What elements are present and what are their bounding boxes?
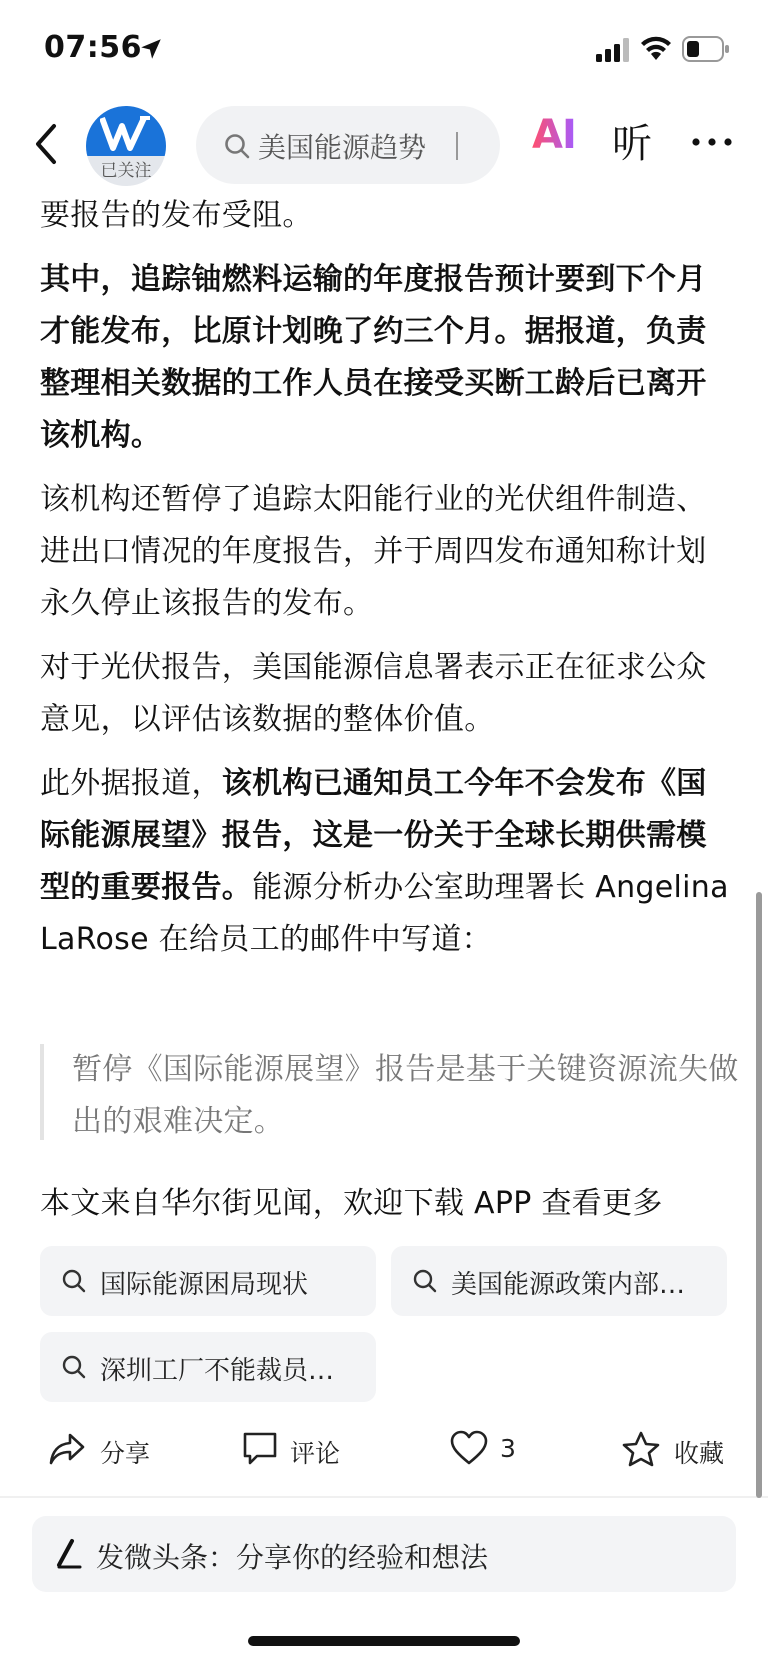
paragraph-bold-text: 该机构已通知员工今年不会发布《国际能源展望》报告，这是一份关于全球长期供需模型的重要报告。: [40, 766, 707, 905]
battery-icon: [682, 36, 730, 62]
status-bar: [0, 0, 768, 98]
article-action-bar: [0, 1410, 768, 1490]
more-options-icon[interactable]: [690, 136, 734, 148]
account-avatar[interactable]: [86, 106, 166, 186]
follow-status-badge[interactable]: 已关注: [86, 156, 166, 186]
search-cursor: [456, 132, 458, 160]
share-button[interactable]: [44, 1410, 164, 1490]
search-bar[interactable]: [196, 106, 500, 184]
back-arrow-icon[interactable]: [30, 120, 64, 168]
article-paragraph: [40, 758, 730, 966]
heart-icon: [450, 1430, 488, 1466]
w-logo-icon: [100, 112, 152, 152]
search-icon: [62, 1355, 86, 1379]
search-icon: [62, 1269, 86, 1293]
star-icon: [622, 1430, 660, 1468]
search-icon: [413, 1269, 437, 1293]
related-search-label: 国际能源困局现状: [100, 1270, 309, 1300]
like-count: 3: [500, 1434, 516, 1463]
location-arrow-icon: [138, 36, 164, 62]
like-button[interactable]: [448, 1410, 548, 1490]
paragraph-lead: 此外据报道，: [40, 766, 222, 801]
article-source-note: 本文来自华尔街见闻，欢迎下载 APP 查看更多: [40, 1186, 663, 1221]
wifi-icon: [640, 34, 672, 62]
article-paragraph: 对于光伏报告，美国能源信息署表示正在征求公众意见，以评估该数据的整体价值。: [40, 650, 707, 737]
comment-icon: [242, 1430, 278, 1466]
favorite-button[interactable]: [622, 1410, 742, 1490]
listen-button[interactable]: 听: [612, 121, 652, 167]
related-search-chip[interactable]: [40, 1332, 376, 1402]
paragraph-rest: 能源分析办公室助理署长 Angelina LaRose 在给员工的邮件中写道：: [40, 870, 729, 957]
top-nav-bar: [0, 98, 768, 190]
related-search-label: 深圳工厂不能裁员…: [100, 1356, 335, 1386]
cellular-signal-icon: [596, 38, 630, 62]
scrollbar[interactable]: [756, 892, 762, 1498]
ai-button[interactable]: AI: [532, 112, 576, 158]
article-paragraph-bold: 其中，追踪铀燃料运输的年度报告预计要到下个月才能发布，比原计划晚了约三个月。据报道，负责整理相关数据的工作人员在接受买断工龄后已离开该机构。: [40, 262, 707, 453]
favorite-label: 收藏: [674, 1439, 725, 1468]
comment-label: 评论: [290, 1439, 341, 1468]
post-composer-input[interactable]: [32, 1516, 736, 1592]
home-indicator[interactable]: [248, 1636, 520, 1646]
search-icon: [224, 133, 250, 159]
composer-placeholder: 发微头条：分享你的经验和想法: [96, 1541, 489, 1574]
status-time: 07:56: [44, 30, 142, 65]
article-paragraph: 该机构还暂停了追踪太阳能行业的光伏组件制造、进出口情况的年度报告，并于周四发布通知称计划永久停止该报告的发布。: [40, 482, 707, 621]
blockquote: [40, 1044, 739, 1140]
related-search-chip[interactable]: [40, 1246, 376, 1316]
comment-button[interactable]: [240, 1410, 360, 1490]
brand-logo: [86, 106, 166, 156]
pen-icon: [54, 1538, 84, 1570]
article-paragraph: 要报告的发布受阻。: [40, 198, 313, 233]
related-search-label: 美国能源政策内部…: [451, 1270, 686, 1300]
search-query: 美国能源趋势: [258, 131, 427, 164]
article-body: [40, 190, 730, 978]
share-label: 分享: [100, 1439, 151, 1468]
related-search-chip[interactable]: [391, 1246, 727, 1316]
divider: [0, 1496, 768, 1498]
share-icon: [48, 1430, 86, 1468]
quote-text: 暂停《国际能源展望》报告是基于关键资源流失做出的艰难决定。: [72, 1052, 739, 1139]
